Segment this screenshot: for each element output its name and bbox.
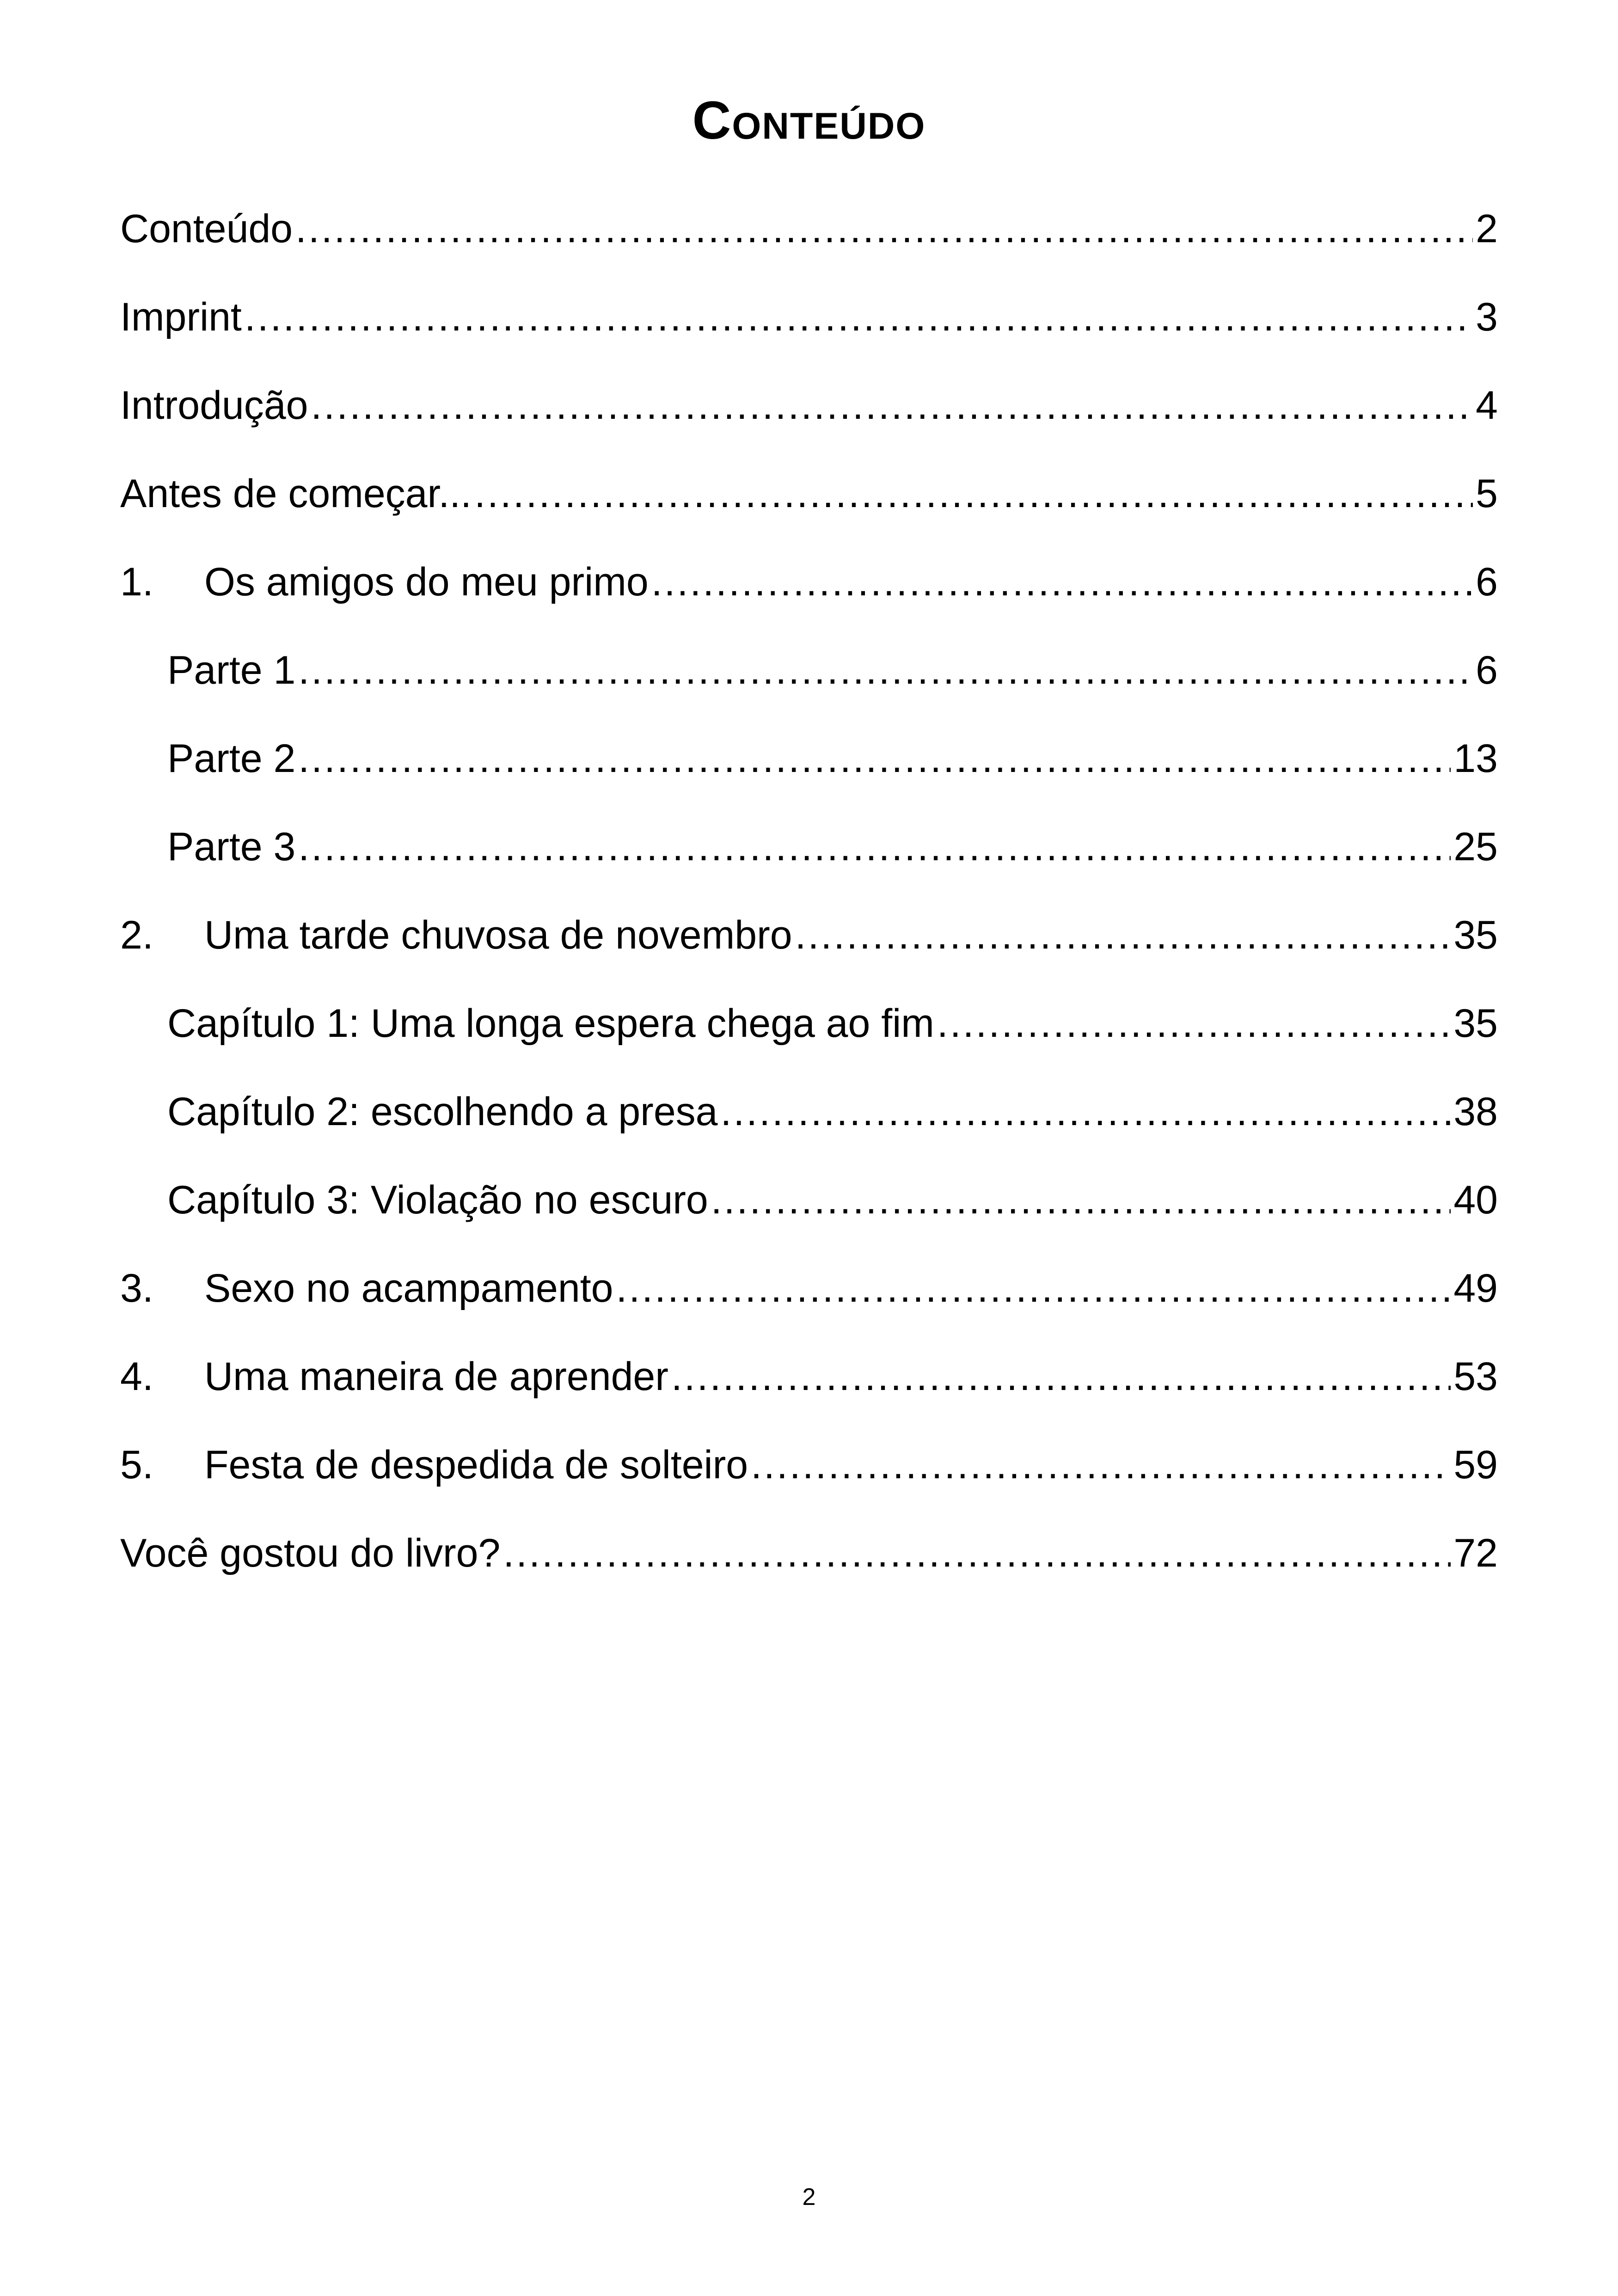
toc-dot-leader	[245, 273, 1473, 361]
toc-dot-leader	[751, 1421, 1451, 1509]
toc-dot-leader	[651, 538, 1473, 626]
toc-dot-leader	[298, 626, 1473, 715]
toc-entry-page: 40	[1453, 1178, 1498, 1222]
toc-entry-page: 35	[1453, 1001, 1498, 1046]
toc-entry-number: 4.	[120, 1354, 153, 1399]
toc-entry-label: Os amigos do meu primo	[204, 560, 649, 604]
toc-entry-label: Parte 3	[167, 825, 296, 869]
toc-entry-label: Festa de despedida de solteiro	[204, 1443, 748, 1487]
toc-entry-chapter-3[interactable]	[120, 1244, 1498, 1333]
toc-subentry[interactable]	[120, 803, 1498, 891]
toc-dot-leader	[671, 1333, 1451, 1421]
toc-entry[interactable]	[120, 361, 1498, 450]
toc-entry[interactable]	[120, 185, 1498, 273]
toc-entry-page: 59	[1453, 1443, 1498, 1487]
toc-entry-page: 13	[1453, 736, 1498, 781]
toc-dot-leader	[474, 450, 1473, 538]
toc-entry-number: 2.	[120, 913, 153, 957]
toc-entry-label: Capítulo 3: Violação no escuro	[167, 1178, 708, 1222]
toc-entry-page: 2	[1476, 207, 1498, 251]
toc-dot-leader	[795, 891, 1451, 980]
toc-entry-label: Parte 2	[167, 736, 296, 781]
toc-entry-label: Uma maneira de aprender	[204, 1354, 668, 1399]
toc-subentry[interactable]	[120, 1068, 1498, 1156]
toc-entry-label: Capítulo 2: escolhendo a presa	[167, 1090, 718, 1134]
page-title: Conteúdo	[692, 90, 926, 150]
toc-entry[interactable]	[120, 450, 1498, 538]
toc-entry-number: 5.	[120, 1443, 153, 1487]
toc-entry-label: Imprint	[120, 295, 242, 339]
toc-entry-chapter-2[interactable]	[120, 891, 1498, 980]
toc-entry-label: Introdução	[120, 383, 308, 428]
toc-entry-label: Sexo no acampamento	[204, 1266, 613, 1310]
toc-entry-chapter-5[interactable]	[120, 1421, 1498, 1509]
toc-entry-page: 49	[1453, 1266, 1498, 1310]
toc-entry-page: 53	[1453, 1354, 1498, 1399]
toc-entry-page: 38	[1453, 1090, 1498, 1134]
toc-entry[interactable]	[120, 273, 1498, 361]
toc-entry-page: 5	[1476, 471, 1498, 516]
toc-dot-leader	[298, 715, 1451, 803]
toc-dot-leader	[298, 803, 1451, 891]
toc-entry-label: Uma tarde chuvosa de novembro	[204, 913, 792, 957]
toc-subentry[interactable]	[120, 626, 1498, 715]
page-number: 2	[802, 2184, 816, 2210]
toc-dot-leader	[711, 1156, 1451, 1244]
toc-entry[interactable]	[120, 1509, 1498, 1598]
toc-subentry[interactable]	[120, 1156, 1498, 1244]
toc-entry-chapter-4[interactable]	[120, 1333, 1498, 1421]
toc-entry-label: Conteúdo	[120, 207, 293, 251]
toc-entry-page: 6	[1476, 560, 1498, 604]
toc-dot-leader	[311, 361, 1473, 450]
toc-entry-page: 72	[1453, 1531, 1498, 1575]
toc-dot-leader	[720, 1068, 1451, 1156]
toc-dot-leader	[503, 1509, 1451, 1598]
toc-dot-leader	[616, 1244, 1451, 1333]
toc-entry-page: 3	[1476, 295, 1498, 339]
toc-subentry[interactable]	[120, 980, 1498, 1068]
toc-entry-label: Antes de começar...	[120, 471, 472, 516]
toc-entry-chapter-1[interactable]	[120, 538, 1498, 626]
table-of-contents	[120, 185, 1498, 1598]
toc-entry-page: 35	[1453, 913, 1498, 957]
toc-subentry[interactable]	[120, 715, 1498, 803]
toc-entry-label: Capítulo 1: Uma longa espera chega ao fim	[167, 1001, 934, 1046]
toc-entry-number: 3.	[120, 1266, 153, 1310]
toc-dot-leader	[937, 980, 1451, 1068]
toc-entry-page: 25	[1453, 825, 1498, 869]
toc-entry-label: Parte 1	[167, 648, 296, 692]
toc-entry-number: 1.	[120, 560, 153, 604]
toc-entry-label: Você gostou do livro?	[120, 1531, 501, 1575]
toc-entry-page: 6	[1476, 648, 1498, 692]
toc-dot-leader	[295, 185, 1473, 273]
toc-entry-page: 4	[1476, 383, 1498, 428]
